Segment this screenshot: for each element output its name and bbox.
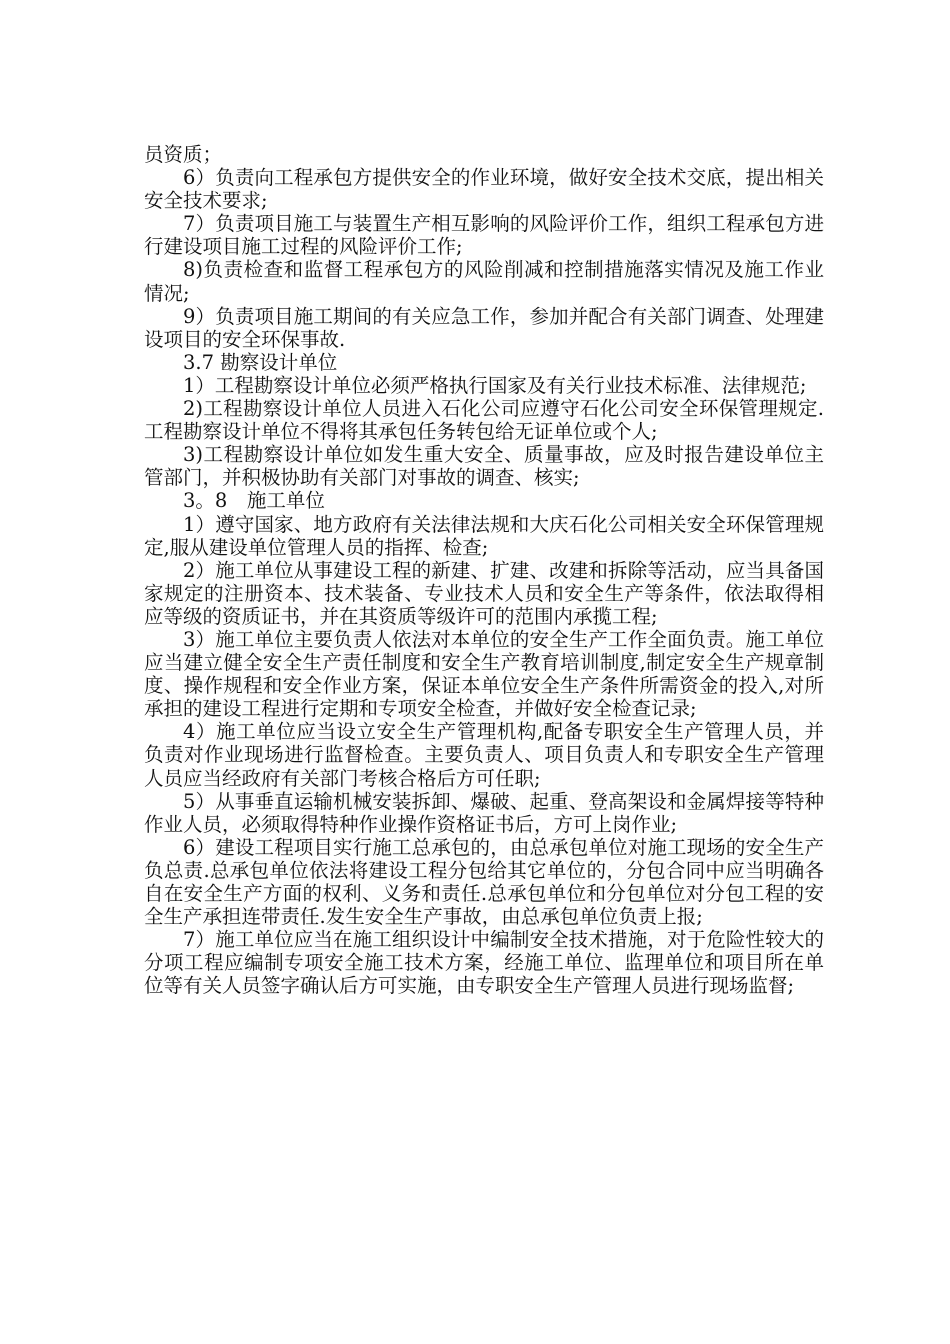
paragraph-construction-7: 7）施工单位应当在施工组织设计中编制安全技术措施，对于危险性较大的分项工程应编制专项安全施工技术方案，经施工单位、监理单位和项目所在单位等有关人员签字确认后方可实施，由专职安全生产管理人员进行现场监督; xyxy=(144,928,824,998)
paragraph-construction-4: 4）施工单位应当设立安全生产管理机构,配备专职安全生产管理人员，并负责对作业现场进行监督检查。主要负责人、项目负责人和专职安全生产管理人员应当经政府有关部门考核合格后方可任职; xyxy=(144,720,824,790)
paragraph-construction-6: 6）建设工程项目实行施工总承包的，由总承包单位对施工现场的安全生产负总责.总承包单位依法将建设工程分包给其它单位的，分包合同中应当明确各自在安全生产方面的权利、义务和责任.总承包单位和分包单位对分包工程的安全生产承担连带责任.发生安全生产事故，由总承包单位负责上报; xyxy=(144,835,824,929)
paragraph-item-9: 9）负责项目施工期间的有关应急工作，参加并配合有关部门调查、处理建设项目的安全环保事故. xyxy=(144,304,824,351)
paragraph-item-8: 8)负责检查和监督工程承包方的风险削减和控制措施落实情况及施工作业情况; xyxy=(144,258,824,305)
paragraph-survey-3: 3)工程勘察设计单位如发生重大安全、质量事故，应及时报告建设单位主管部门，并积极协助有关部门对事故的调查、核实; xyxy=(144,443,824,490)
section-heading-3-7: 3.7 勘察设计单位 xyxy=(183,350,338,374)
paragraph-construction-5: 5）从事垂直运输机械安装拆卸、爆破、起重、登高架设和金属焊接等特种作业人员，必须取得特种作业操作资格证书后，方可上岗作业; xyxy=(144,789,824,836)
paragraph-continuation: 员资质； xyxy=(144,143,223,166)
document-body xyxy=(144,143,824,997)
paragraph-construction-3: 3）施工单位主要负责人依法对本单位的安全生产工作全面负责。施工单位应当建立健全安全生产责任制度和安全生产教育培训制度,制定安全生产规章制度、操作规程和安全作业方案，保证本单位安全生产条件所需资金的投入,对所承担的建设工程进行定期和专项安全检查，并做好安全检查记录; xyxy=(144,627,824,721)
paragraph-construction-2: 2）施工单位从事建设工程的新建、扩建、改建和拆除等活动，应当具备国家规定的注册资本、技术装备、专业技术人员和安全生产等条件，依法取得相应等级的资质证书，并在其资质等级许可的范围内承揽工程; xyxy=(144,558,824,628)
paragraph-item-7: 7）负责项目施工与装置生产相互影响的风险评价工作，组织工程承包方进行建设项目施工过程的风险评价工作; xyxy=(144,212,824,259)
paragraph-item-6: 6）负责向工程承包方提供安全的作业环境，做好安全技术交底，提出相关安全技术要求; xyxy=(144,166,824,213)
paragraph-survey-2: 2)工程勘察设计单位人员进入石化公司应遵守石化公司安全环保管理规定.工程勘察设计单位不得将其承包任务转包给无证单位或个人; xyxy=(144,397,824,444)
paragraph-construction-1: 1）遵守国家、地方政府有关法律法规和大庆石化公司相关安全环保管理规定,服从建设单位管理人员的指挥、检查; xyxy=(144,512,824,559)
paragraph-survey-1: 1）工程勘察设计单位必须严格执行国家及有关行业技术标准、法律规范; xyxy=(183,373,807,397)
section-heading-3-8: 3。8 施工单位 xyxy=(183,489,325,513)
